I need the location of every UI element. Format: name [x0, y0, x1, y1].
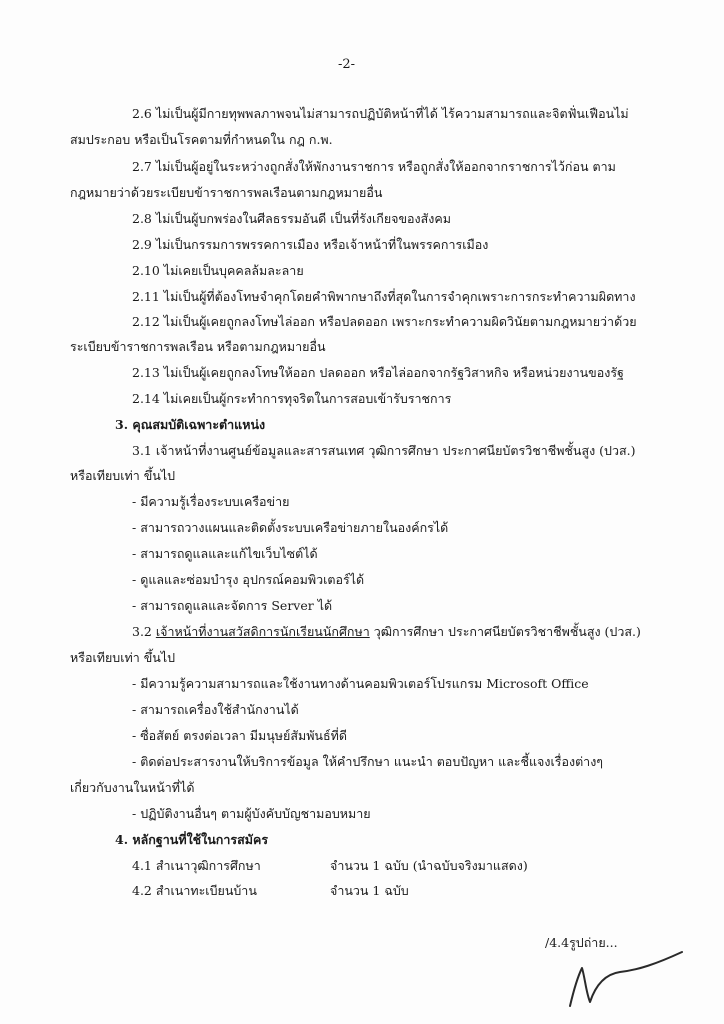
item-2-10: 2.10 ไม่เคยเป็นบุคคลล้มละลาย — [132, 263, 304, 278]
item-2-13: 2.13 ไม่เป็นผู้เคยถูกลงโทษให้ออก ปลดออก หรือไล่ออกจากรัฐวิสาหกิจ หรือหน่วยงานของรัฐ — [132, 365, 624, 380]
item-3-2-number: 3.2 — [132, 624, 156, 639]
item-3-2-line1 — [132, 626, 641, 639]
item-3-2-position-title: เจ้าหน้าที่งานสวัสดิการนักเรียนนักศึกษา — [155, 624, 370, 639]
section-3-heading: 3. คุณสมบัติเฉพาะตำแหน่ง — [115, 417, 266, 432]
item-2-14: 2.14 ไม่เคยเป็นผู้กระทำการทุจริตในการสอบเข้ารับราชการ — [132, 391, 452, 406]
item-2-7-line1: 2.7 ไม่เป็นผู้อยู่ในระหว่างถูกสั่งให้พักงานราชการ หรือถูกสั่งให้ออกจากราชการไว้ก่อน ตาม — [132, 159, 616, 174]
document-4-2-quantity: จำนวน 1 ฉบับ — [330, 883, 409, 898]
bullet-3-2-2: - สามารถเครื่องใช้สำนักงานได้ — [132, 702, 299, 717]
bullet-3-1-2: - สามารถวางแผนและติดตั้งระบบเครือข่ายภายในองค์กรได้ — [132, 520, 449, 535]
item-2-6-line1: 2.6 ไม่เป็นผู้มีกายทุพพลภาพจนไม่สามารถปฏิบัติหน้าที่ได้ ไร้ความสามารถและจิตฟั่นเฟือนไม่ — [132, 106, 629, 121]
item-2-9: 2.9 ไม่เป็นกรรมการพรรคการเมือง หรือเจ้าหน้าที่ในพรรคการเมือง — [132, 237, 489, 252]
bullet-3-2-3: - ซื่อสัตย์ ตรงต่อเวลา มีมนุษย์สัมพันธ์ที่ดี — [132, 728, 347, 743]
item-3-1-line2: หรือเทียบเท่า ขึ้นไป — [70, 468, 176, 483]
item-2-12-line2: ระเบียบข้าราชการพลเรือน หรือตามกฎหมายอื่น — [70, 339, 326, 354]
item-2-11: 2.11 ไม่เป็นผู้ที่ต้องโทษจำคุกโดยคำพิพากษาถึงที่สุดในการจำคุกเพราะการกระทำความผิดทาง — [132, 289, 636, 304]
document-4-1-name: 4.1 สำเนาวุฒิการศึกษา — [132, 858, 261, 873]
item-3-1-line1: 3.1 เจ้าหน้าที่งานศูนย์ข้อมูลและสารสนเทศ วุฒิการศึกษา ประกาศนียบัตรวิชาชีพชั้นสูง (ปวส.) — [132, 443, 636, 458]
item-2-12-line1: 2.12 ไม่เป็นผู้เคยถูกลงโทษไล่ออก หรือปลดออก เพราะกระทำความผิดวินัยตามกฎหมายว่าด้วย — [132, 314, 637, 329]
bullet-3-1-3: - สามารถดูแลและแก้ไขเว็บไซต์ได้ — [132, 546, 318, 561]
bullet-3-1-1: - มีความรู้เรื่องระบบเครือข่าย — [132, 494, 290, 509]
continued-next-page: /4.4รูปถ่าย... — [545, 935, 618, 950]
bullet-3-2-4-line2: เกี่ยวกับงานในหน้าที่ได้ — [70, 780, 195, 795]
item-2-7-line2: กฎหมายว่าด้วยระเบียบข้าราชการพลเรือนตามกฎหมายอื่น — [70, 185, 383, 200]
page-number: -2- — [338, 57, 356, 72]
bullet-3-2-4-line1: - ติดต่อประสารงานให้บริการข้อมูล ให้คำปรึกษา แนะนำ ตอบปัญหา และชี้แจงเรื่องต่างๆ — [132, 754, 604, 769]
section-4-heading: 4. หลักฐานที่ใช้ในการสมัคร — [115, 832, 269, 847]
bullet-3-1-4: - ดูแลและซ่อมบำรุง อุปกรณ์คอมพิวเตอร์ได้ — [132, 572, 365, 587]
bullet-3-2-1: - มีความรู้ความสามารถและใช้งานทางด้านคอมพิวเตอร์โปรแกรม Microsoft Office — [132, 676, 589, 691]
item-2-8: 2.8 ไม่เป็นผู้บกพร่องในศีลธรรมอันดี เป็นที่รังเกียจของสังคม — [132, 211, 451, 226]
document-4-2-name: 4.2 สำเนาทะเบียนบ้าน — [132, 883, 257, 898]
item-3-2-line2: หรือเทียบเท่า ขึ้นไป — [70, 650, 176, 665]
item-3-2-qualification: วุฒิการศึกษา ประกาศนียบัตรวิชาชีพชั้นสูง (ปวส.) — [369, 624, 641, 639]
bullet-3-1-5: - สามารถดูแลและจัดการ Server ได้ — [132, 598, 333, 613]
document-4-1-quantity: จำนวน 1 ฉบับ (นำฉบับจริงมาแสดง) — [330, 858, 528, 873]
signature-mark — [560, 944, 690, 1014]
bullet-3-2-5: - ปฏิบัติงานอื่นๆ ตามผู้บังคับบัญชามอบหมาย — [132, 806, 371, 821]
item-2-6-line2: สมประกอบ หรือเป็นโรคตามที่กำหนดใน กฎ ก.พ. — [70, 132, 333, 147]
